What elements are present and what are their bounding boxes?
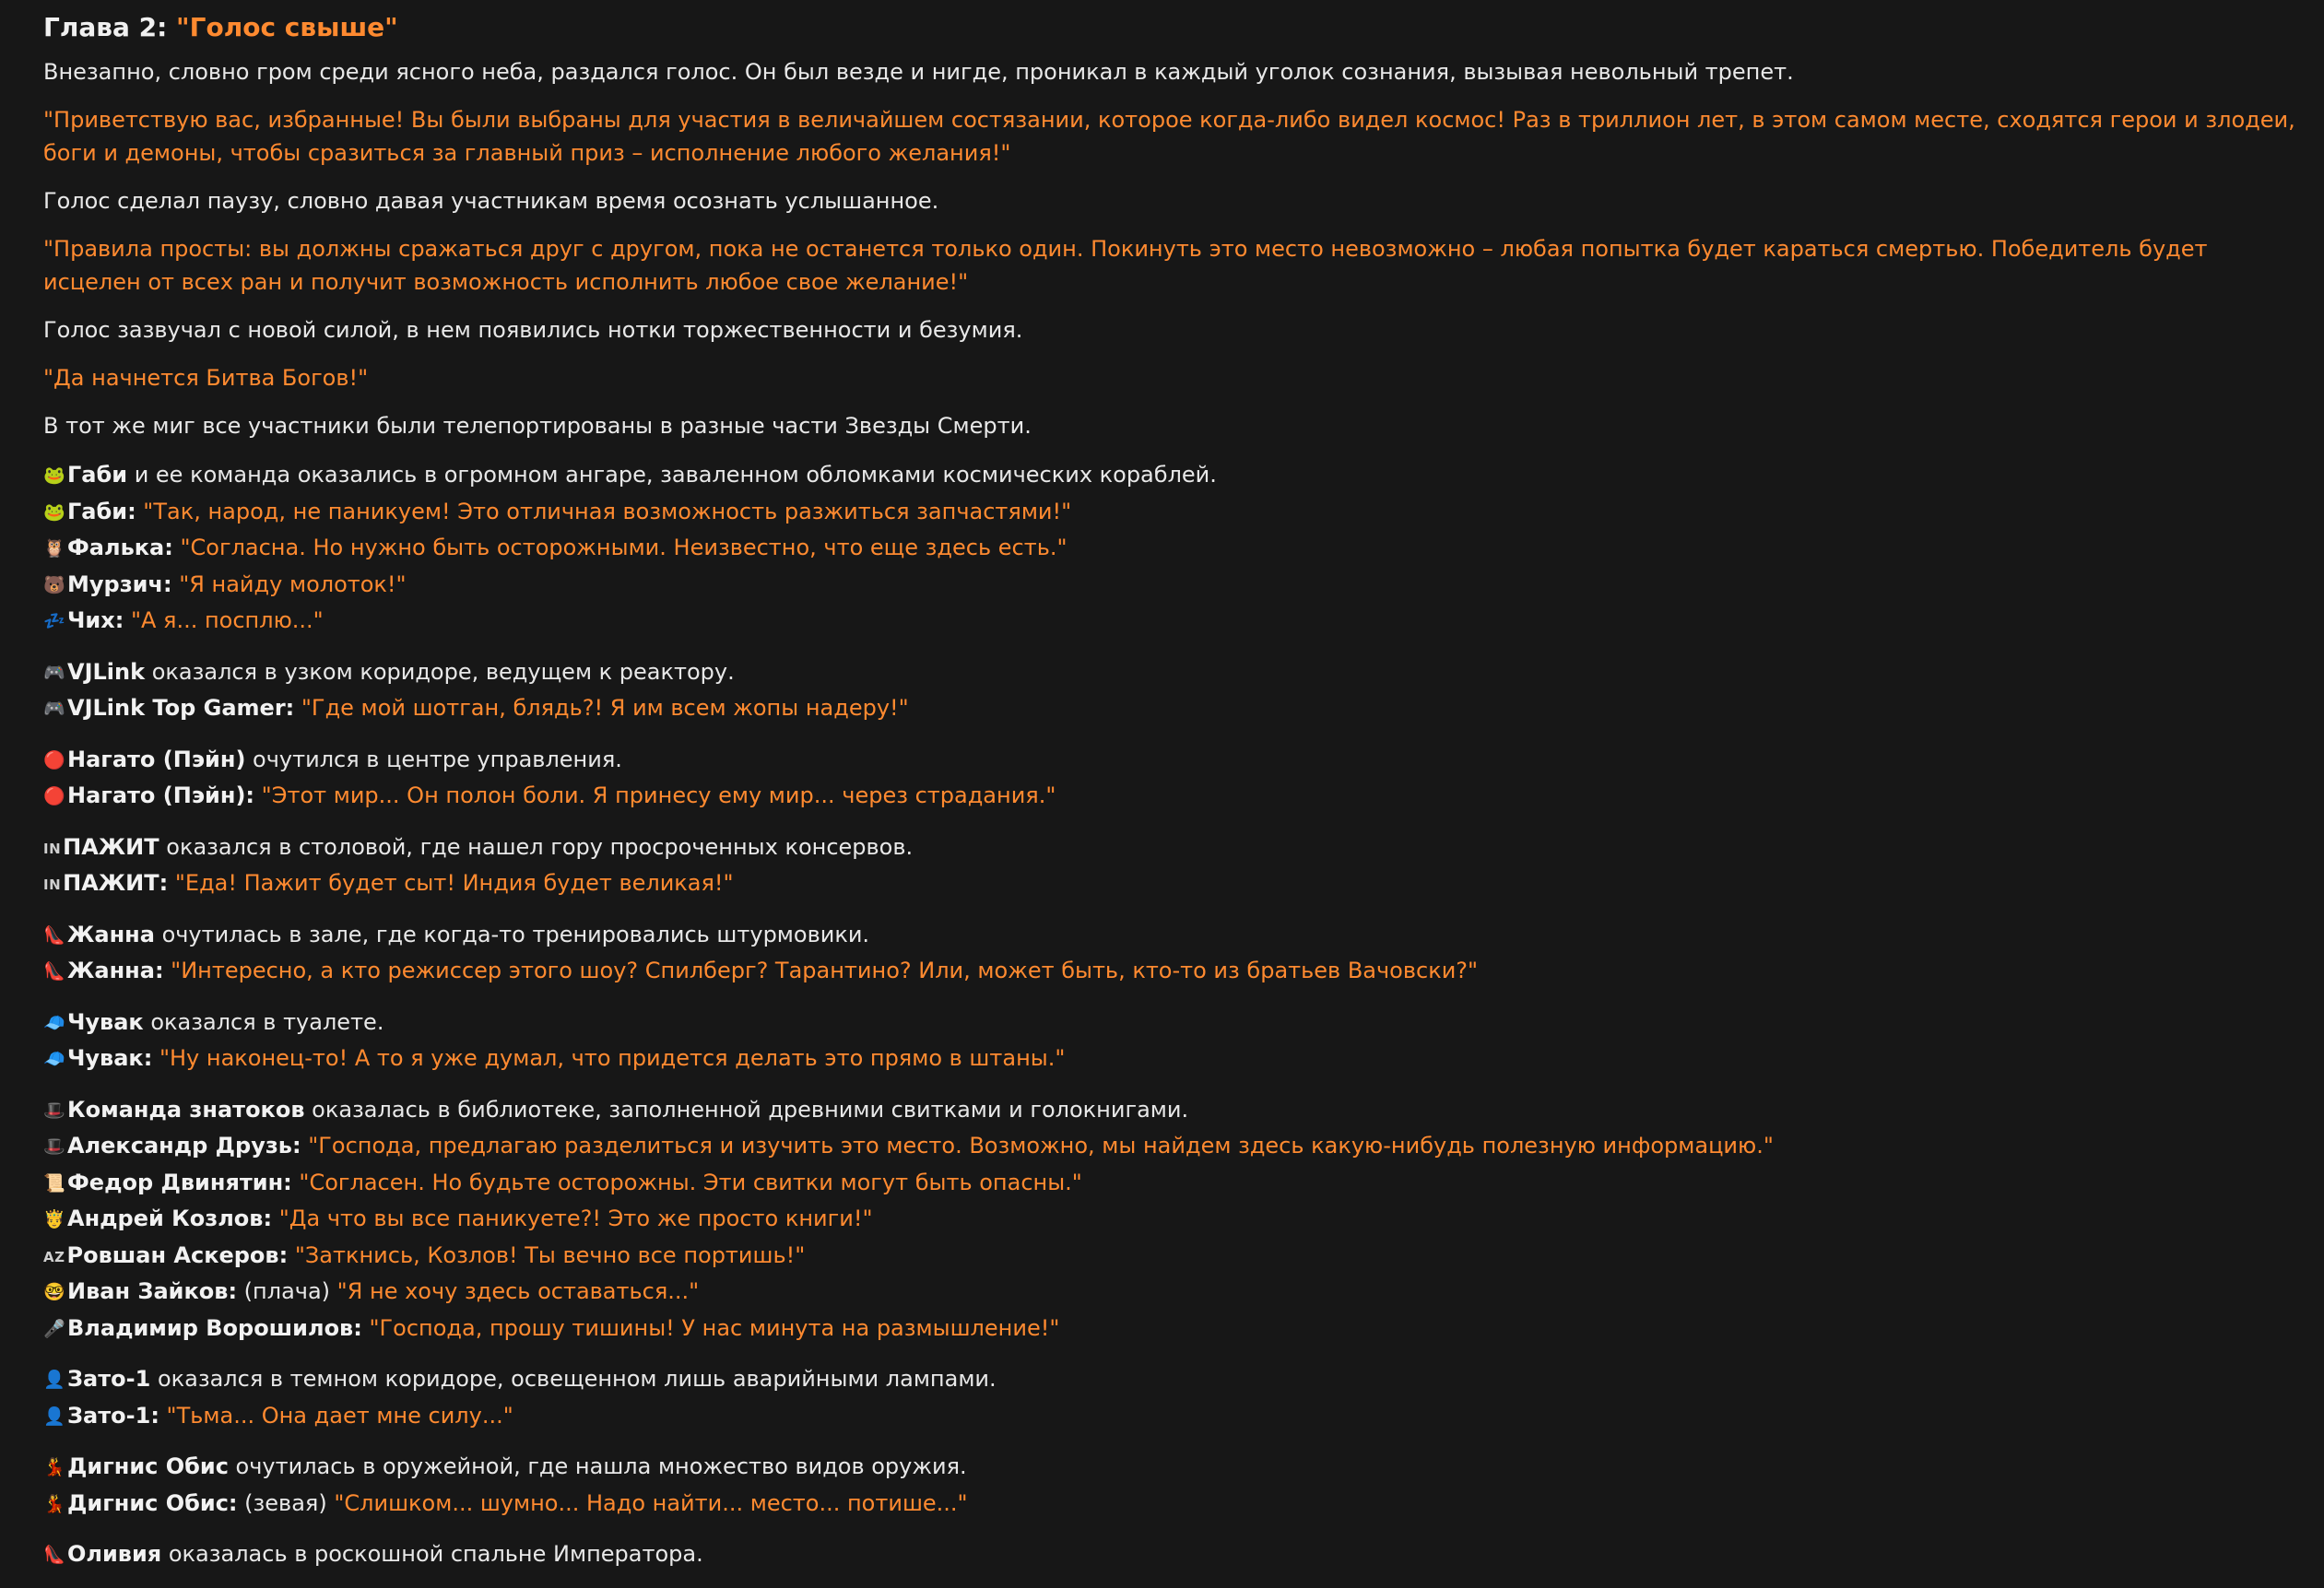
- chapter-heading: [43, 11, 2302, 44]
- name-separator: :: [228, 1489, 238, 1516]
- bear-icon: 🐻: [43, 574, 65, 595]
- character-name: Федор Двинятин: [67, 1169, 284, 1195]
- name-separator: :: [278, 1241, 289, 1268]
- top-hat-icon: 🎩: [43, 1100, 65, 1121]
- character-name: Дигнис Обис: [67, 1453, 229, 1479]
- intro-section: [43, 55, 2302, 442]
- speech-text: "Этот мир... Он полон боли. Я принесу ему мир... через страдания.": [254, 782, 1056, 808]
- character-name: Зато-1: [67, 1366, 151, 1392]
- dialogue-line: [43, 690, 2302, 727]
- narration-line: [43, 1005, 2302, 1041]
- scenes-section: [43, 457, 2302, 1573]
- scene-block: [43, 1005, 2302, 1077]
- gamepad-icon: 🎮: [43, 662, 65, 683]
- dialogue-line: [43, 1311, 2302, 1347]
- character-name: Мурзич: [67, 571, 163, 597]
- narration-line: [43, 1536, 2302, 1573]
- high-heel-icon: 👠: [43, 924, 65, 946]
- nerd-face-icon: 🤓: [43, 1282, 65, 1302]
- scene-block: [43, 1361, 2302, 1434]
- dialogue-line: [43, 567, 2302, 604]
- cap-icon: 🧢: [43, 1049, 65, 1069]
- india-flag-icon: IN: [43, 840, 62, 857]
- narration-line: [43, 829, 2302, 866]
- speech-text: "Ну наконец-то! А то я уже думал, что придется делать это прямо в штаны.": [152, 1045, 1066, 1071]
- narration-text: оказалась в библиотеке, заполненной древними свитками и голокнигами.: [304, 1096, 1189, 1123]
- stage-direction: (плача): [237, 1278, 331, 1304]
- dancer-icon: 💃: [43, 1457, 65, 1477]
- chat-document: [43, 11, 2302, 1588]
- dialogue-line: [43, 1201, 2302, 1238]
- dialogue-line: [43, 865, 2302, 902]
- character-name: Нагато (Пэйн): [67, 746, 246, 772]
- dialogue-line: [43, 530, 2302, 567]
- narration-paragraph: Голос сделал паузу, словно давая участникам время осознать услышанное.: [43, 188, 939, 214]
- speech-text: "Тьма... Она дает мне силу...": [159, 1402, 513, 1429]
- narration-line: [43, 917, 2302, 954]
- character-name: Габи: [67, 462, 128, 488]
- india-flag-icon: IN: [43, 876, 62, 893]
- scene-block: [43, 457, 2302, 640]
- name-separator: :: [283, 1169, 292, 1195]
- narration-text: и ее команда оказались в огромном ангаре, заваленном обломками космических кораблей.: [127, 462, 1217, 488]
- narration-text: очутилась в оружейной, где нашла множество видов оружия.: [228, 1453, 967, 1479]
- prince-icon: 🤴: [43, 1209, 65, 1229]
- name-separator: :: [127, 498, 136, 524]
- voice-quote-paragraph: "Правила просты: вы должны сражаться друг с другом, пока не останется только один. Покинуть это место невозможно – любая попытка будет караться смертью. Победитель будет исцелен от всех ран и получит возможность исполнить любое свое желание!": [43, 236, 2208, 295]
- speech-text: "Я не хочу здесь оставаться...": [330, 1278, 700, 1304]
- scene-block: [43, 654, 2302, 727]
- name-separator: :: [150, 1402, 159, 1429]
- speech-text: "Согласен. Но будьте осторожны. Эти свитки могут быть опасны.": [291, 1169, 1082, 1195]
- narration-paragraph: Голос зазвучал с новой силой, в нем появились нотки торжественности и безумия.: [43, 317, 1023, 343]
- character-name: VJLink: [67, 658, 146, 685]
- name-separator: :: [228, 1278, 238, 1304]
- speech-text: "Да что вы все паникуете?! Это же просто книги!": [272, 1206, 873, 1231]
- name-separator: :: [285, 695, 295, 721]
- name-separator: :: [245, 782, 255, 808]
- speech-text: "Так, народ, не паникуем! Это отличная возможность разжиться запчастями!": [136, 498, 1072, 524]
- character-name: Команда знатоков: [67, 1096, 305, 1123]
- bust-silhouette-icon: 👤: [43, 1370, 65, 1390]
- narration-line: [43, 654, 2302, 691]
- speech-text: "Господа, прошу тишины! У нас минута на размышление!": [361, 1314, 1060, 1341]
- speech-text: "Заткнись, Козлов! Ты вечно все портишь!": [288, 1241, 806, 1268]
- dialogue-line: [43, 1486, 2302, 1523]
- high-heel-icon: 👠: [43, 961, 65, 982]
- narration-text: очутился в центре управления.: [245, 746, 622, 772]
- narration-text: оказался в узком коридоре, ведущем к реактору.: [145, 658, 735, 685]
- dialogue-line: [43, 1165, 2302, 1202]
- name-separator: :: [263, 1206, 273, 1231]
- red-circle-icon: 🔴: [43, 786, 65, 806]
- dialogue-line: [43, 603, 2302, 640]
- scene-block: [43, 1449, 2302, 1522]
- bust-silhouette-icon: 👤: [43, 1406, 65, 1427]
- chapter-title: "Голос свыше": [176, 12, 398, 42]
- scene-block: [43, 1092, 2302, 1347]
- name-separator: :: [162, 571, 172, 597]
- dialogue-line: [43, 1041, 2302, 1077]
- narration-text: очутилась в зале, где когда-то тренировались штурмовики.: [154, 921, 870, 947]
- frog-icon: 🐸: [43, 465, 65, 486]
- chapter-label: Глава 2:: [43, 12, 168, 42]
- character-name: ПАЖИТ: [63, 870, 159, 896]
- dialogue-line: [43, 1238, 2302, 1275]
- dialogue-line: [43, 1398, 2302, 1435]
- microphone-icon: 🎤: [43, 1318, 65, 1339]
- scene-block: [43, 917, 2302, 990]
- dialogue-line: [43, 1274, 2302, 1311]
- dialogue-line: [43, 494, 2302, 531]
- top-hat-icon: 🎩: [43, 1136, 65, 1157]
- speech-text: "Господа, предлагаю разделиться и изучить это место. Возможно, мы найдем здесь какую-нибудь полезную информацию.": [301, 1133, 1774, 1159]
- name-separator: :: [114, 607, 124, 633]
- voice-quote-paragraph: "Приветствую вас, избранные! Вы были выбраны для участия в величайшем состязании, которое когда-либо видел космос! Раз в триллион лет, в этом самом месте, сходятся герои и злодеи, боги и демоны, чтобы сразиться за главный приз – исполнение любого желания!": [43, 107, 2295, 166]
- speech-text: "Где мой шотган, блядь?! Я им всем жопы надеру!": [294, 695, 909, 721]
- name-separator: :: [143, 1045, 153, 1071]
- dialogue-line: [43, 1128, 2302, 1165]
- red-circle-icon: 🔴: [43, 749, 65, 770]
- name-separator: :: [291, 1133, 301, 1159]
- owl-icon: 🦉: [43, 538, 65, 559]
- narration-line: [43, 1092, 2302, 1129]
- character-name: Дигнис Обис: [67, 1489, 229, 1516]
- speech-text: "Согласна. Но нужно быть осторожными. Неизвестно, что еще здесь есть.": [172, 535, 1068, 560]
- character-name: Александр Друзь: [67, 1133, 292, 1159]
- speech-text: "Еда! Пажит будет сыт! Индия будет великая!": [168, 870, 734, 896]
- speech-text: "А я... посплю...": [124, 607, 324, 633]
- character-name: ПАЖИТ: [63, 833, 159, 860]
- cap-icon: 🧢: [43, 1012, 65, 1033]
- narration-line: [43, 1449, 2302, 1486]
- character-name: Чувак: [67, 1045, 144, 1071]
- name-separator: :: [159, 870, 169, 896]
- character-name: VJLink Top Gamer: [67, 695, 286, 721]
- speech-text: "Слишком... шумно... Надо найти... место... потише...": [326, 1489, 968, 1516]
- character-name: Зато-1: [67, 1402, 151, 1429]
- narration-paragraph: В тот же миг все участники были телепортированы в разные части Звезды Смерти.: [43, 413, 1032, 439]
- speech-text: "Я найду молоток!": [171, 571, 407, 597]
- character-name: Чих: [67, 607, 115, 633]
- sleep-icon: 💤: [43, 611, 65, 631]
- narration-paragraph: Внезапно, словно гром среди ясного неба, раздался голос. Он был везде и нигде, проникал в каждый уголок сознания, вызывая невольный трепет.: [43, 59, 1794, 85]
- narration-line: [43, 1361, 2302, 1398]
- character-name: Оливия: [67, 1541, 162, 1567]
- character-name: Фалька: [67, 535, 165, 560]
- narration-text: оказалась в роскошной спальне Императора.: [161, 1541, 703, 1567]
- name-separator: :: [353, 1314, 362, 1341]
- character-name: Нагато (Пэйн): [67, 782, 246, 808]
- character-name: Жанна: [67, 958, 155, 983]
- voice-quote-paragraph: "Да начнется Битва Богов!": [43, 365, 369, 391]
- gamepad-icon: 🎮: [43, 699, 65, 719]
- scene-block: [43, 1536, 2302, 1573]
- character-name: Владимир Ворошилов: [67, 1314, 354, 1341]
- high-heel-icon: 👠: [43, 1545, 65, 1565]
- speech-text: "Интересно, а кто режиссер этого шоу? Спилберг? Тарантино? Или, может быть, кто-то из братьев Вачовски?": [163, 958, 1479, 983]
- narration-text: оказался в темном коридоре, освещенном лишь аварийными лампами.: [150, 1366, 997, 1392]
- scene-block: [43, 742, 2302, 815]
- frog-icon: 🐸: [43, 501, 65, 523]
- character-name: Андрей Козлов: [67, 1206, 264, 1231]
- character-name: Ровшан Аскеров: [66, 1241, 279, 1268]
- name-separator: :: [164, 535, 173, 560]
- scene-block: [43, 829, 2302, 902]
- narration-text: оказался в столовой, где нашел гору просроченных консервов.: [159, 833, 914, 860]
- azerbaijan-flag-icon: AZ: [43, 1248, 65, 1265]
- stage-direction: (зевая): [237, 1489, 327, 1516]
- name-separator: :: [154, 958, 164, 983]
- character-name: Жанна: [67, 921, 155, 947]
- narration-line: [43, 742, 2302, 779]
- narration-text: оказался в туалете.: [143, 1008, 384, 1035]
- character-name: Иван Зайков: [67, 1278, 229, 1304]
- dialogue-line: [43, 953, 2302, 990]
- narration-line: [43, 457, 2302, 494]
- scroll-icon: 📜: [43, 1172, 65, 1194]
- dialogue-line: [43, 778, 2302, 815]
- dancer-icon: 💃: [43, 1493, 65, 1514]
- character-name: Габи: [67, 498, 128, 524]
- character-name: Чувак: [67, 1008, 144, 1035]
